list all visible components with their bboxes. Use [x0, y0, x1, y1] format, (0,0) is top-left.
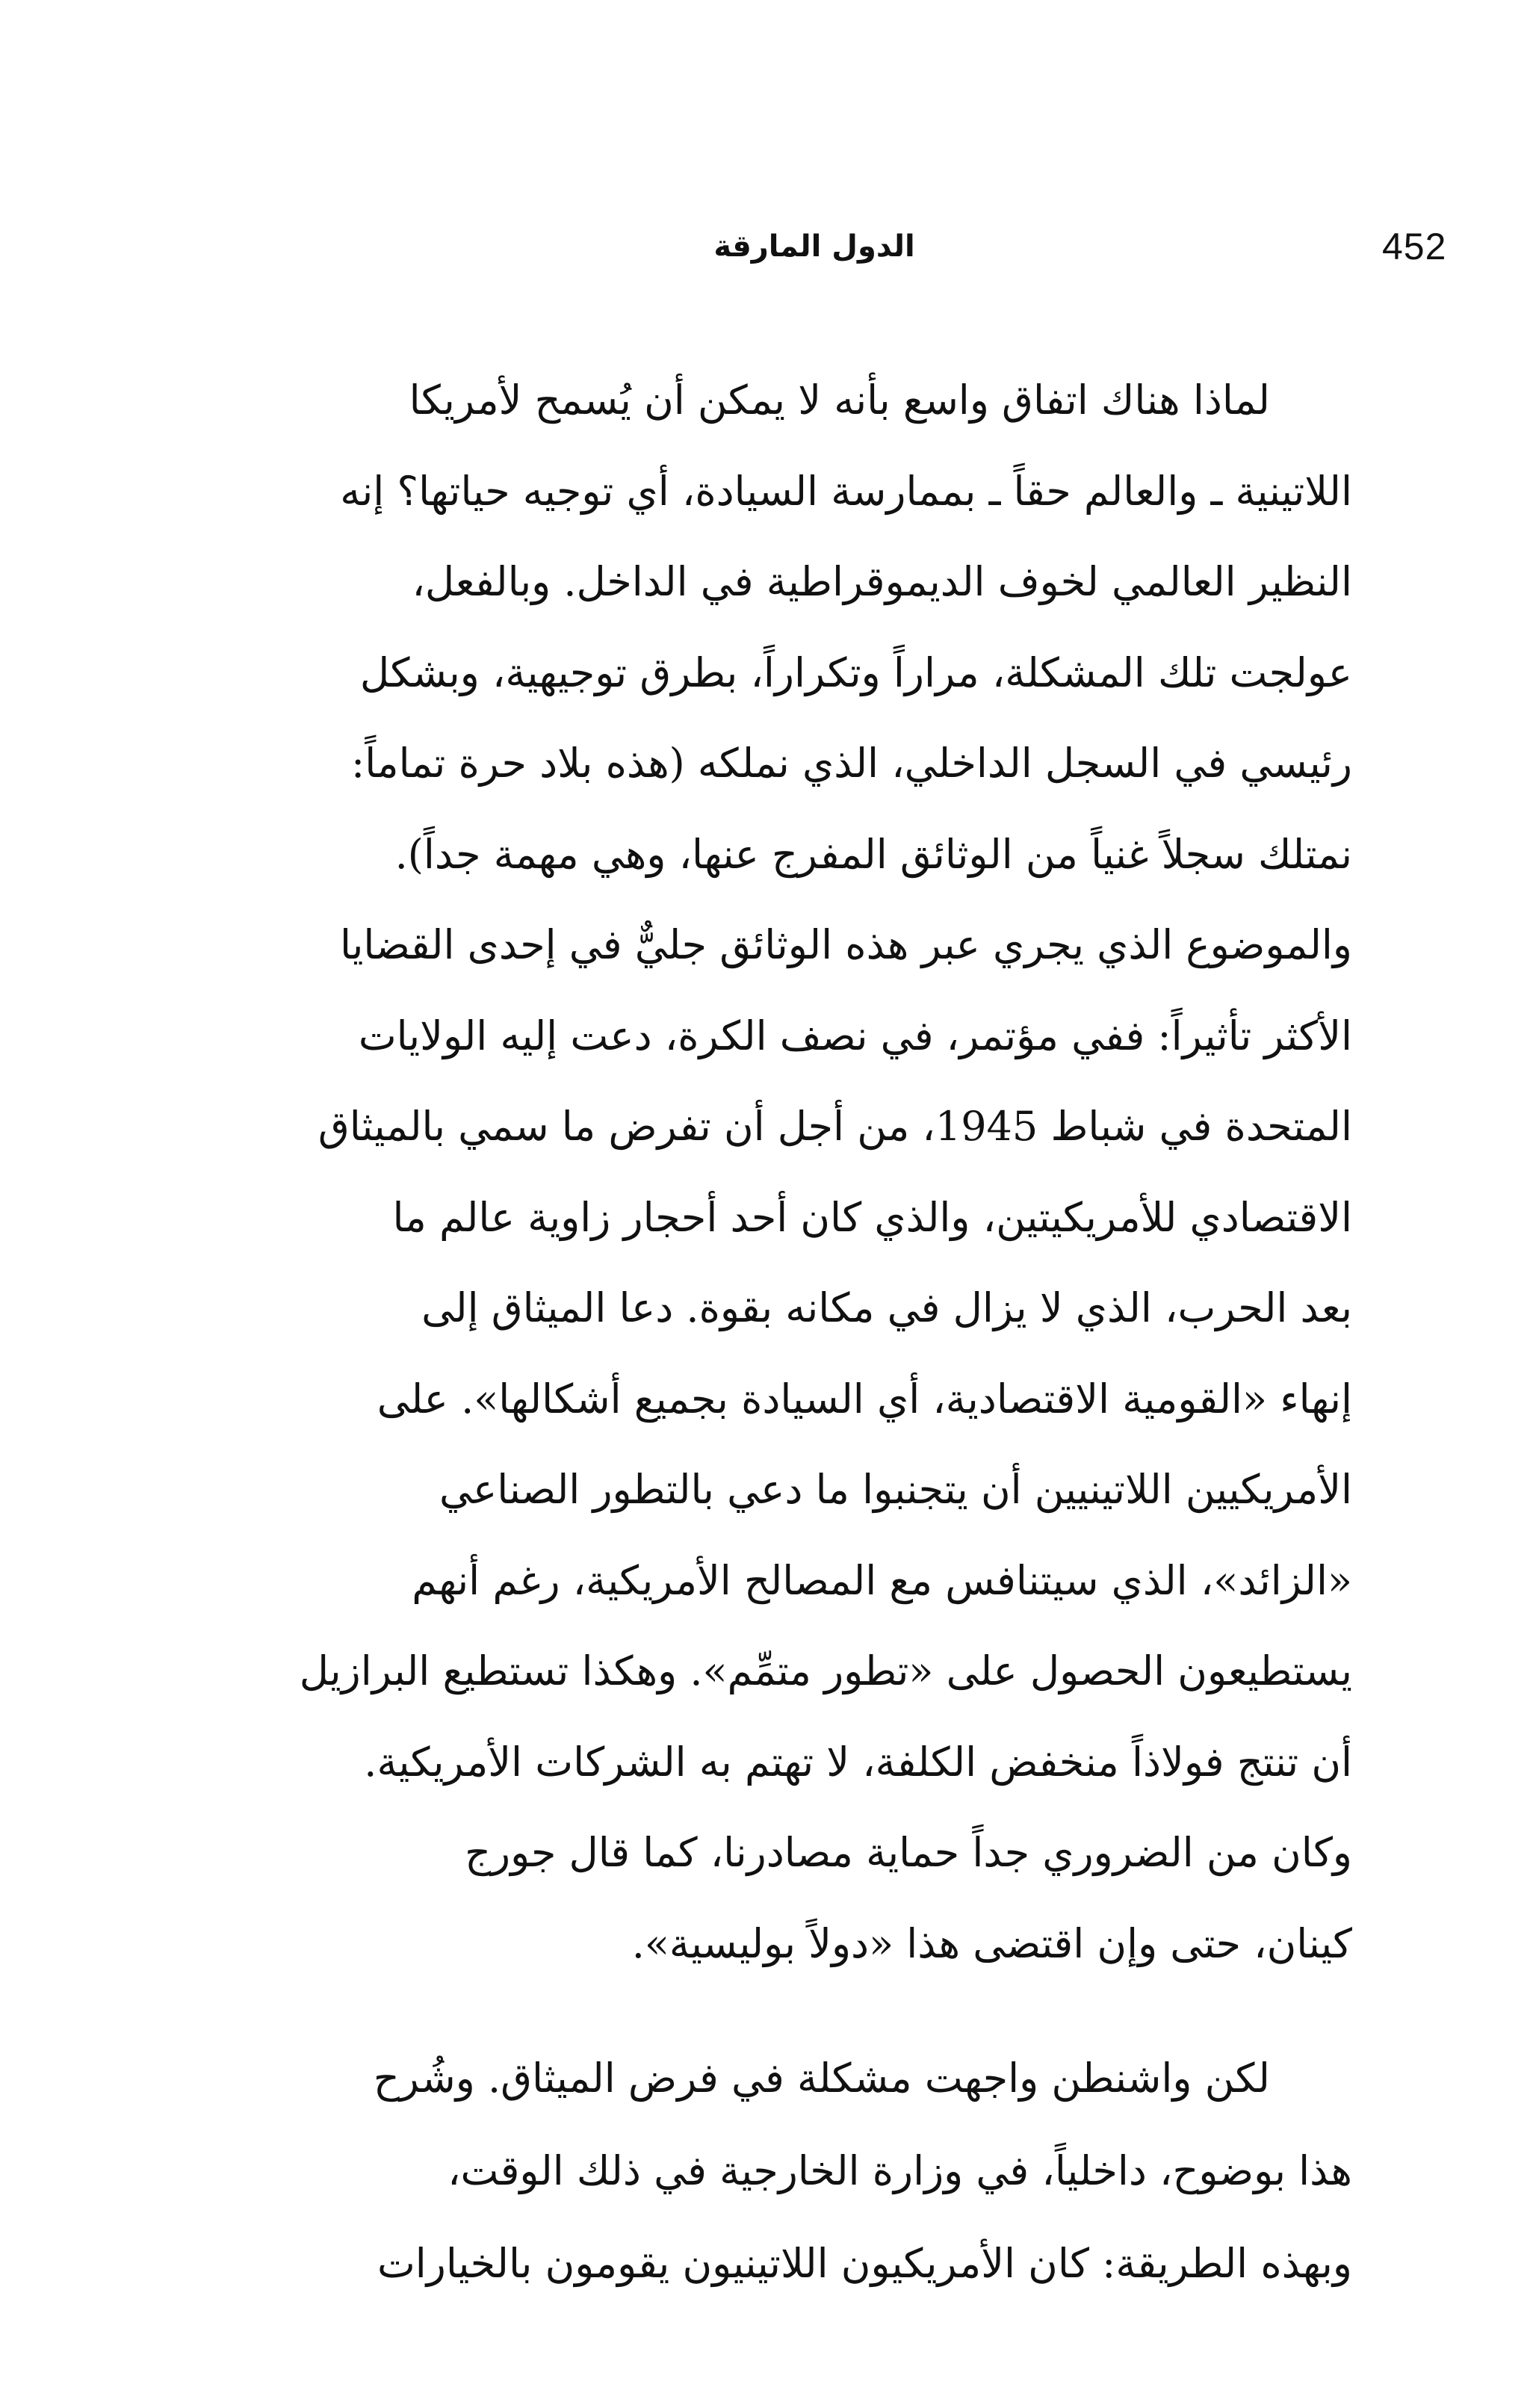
text-line: والموضوع الذي يجري عبر هذه الوثائق جليٌّ في إحدى القضايا: [339, 921, 1352, 968]
text-line: إنهاء «القومية الاقتصادية، أي السيادة بجميع أشكالها». على: [377, 1375, 1352, 1423]
text-line: هذا بوضوح، داخلياً، في وزارة الخارجية في ذلك الوقت،: [447, 2147, 1352, 2194]
text-line: اللاتينية ـ والعالم حقاً ـ بممارسة السيادة، أي توجيه حياتها؟ إنه: [340, 467, 1352, 515]
text-line: «الزائد»، الذي سيتنافس مع المصالح الأمريكية، رغم أنهم: [412, 1556, 1352, 1604]
text-line: يستطيعون الحصول على «تطور متمِّم». وهكذا تستطيع البرازيل: [299, 1647, 1352, 1694]
paragraph-1: [149, 355, 1352, 1989]
text-line: لكن واشنطن واجهت مشكلة في فرض الميثاق. وشُرح: [373, 2055, 1270, 2102]
text-line: بعد الحرب، الذي لا يزال في مكانه بقوة. دعا الميثاق إلى: [421, 1284, 1352, 1331]
text-line: المتحدة في شباط 1945، من أجل أن تفرض ما سمي بالميثاق: [318, 1103, 1352, 1150]
running-title: الدول المارقة: [713, 229, 915, 264]
text-line: الاقتصادي للأمريكيتين، والذي كان أحد أحجار زاوية عالم ما: [392, 1193, 1352, 1241]
page-number: 452: [1382, 226, 1447, 267]
text-line: وبهذه الطريقة: كان الأمريكيون اللاتينيون يقومون بالخيارات: [377, 2240, 1352, 2287]
text-line: كينان، حتى وإن اقتضى هذا «دولاً بوليسية».: [631, 1919, 1352, 1967]
text-line: وكان من الضروري جداً حماية مصادرنا، كما قال جورج: [465, 1829, 1352, 1876]
text-line: أن تنتج فولاذاً منخفض الكلفة، لا تهتم به الشركات الأمريكية.: [364, 1738, 1352, 1786]
paragraph-2: [149, 2032, 1352, 2310]
running-header: [149, 217, 1447, 276]
text-line: النظير العالمي لخوف الديموقراطية في الداخل. وبالفعل،: [412, 558, 1352, 605]
text-line: رئيسي في السجل الداخلي، الذي نملكه (هذه بلاد حرة تماماً:: [351, 740, 1352, 787]
text-line: نمتلك سجلاً غنياً من الوثائق المفرج عنها، وهي مهمة جداً).: [394, 830, 1352, 878]
text-line: الأمريكيين اللاتينيين أن يتجنبوا ما دعي بالتطور الصناعي: [439, 1466, 1352, 1513]
text-line: الأكثر تأثيراً: ففي مؤتمر، في نصف الكرة، دعت إليه الولايات: [358, 1012, 1352, 1059]
text-line: لماذا هناك اتفاق واسع بأنه لا يمكن أن يُسمح لأمريكا: [409, 377, 1270, 424]
text-line: عولجت تلك المشكلة، مراراً وتكراراً، بطرق توجيهية، وبشكل: [359, 649, 1352, 696]
